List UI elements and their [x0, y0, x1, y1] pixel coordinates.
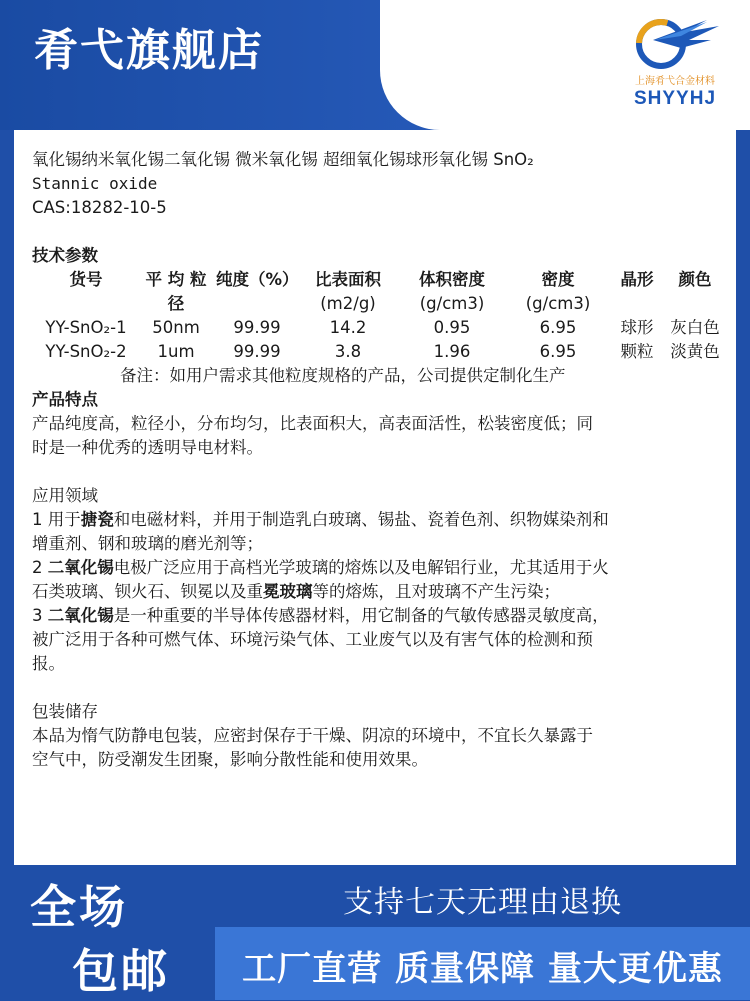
application-item-3-cont: 被广泛用于各种可燃气体、环境污染气体、工业废气以及有害气体的检测和预: [32, 630, 593, 649]
storage-heading: 包装储存: [32, 702, 98, 721]
features-heading: 产品特点: [32, 390, 98, 409]
product-cas: CAS:18282-10-5: [32, 198, 167, 217]
application-item-2-cont: 石类玻璃、钡火石、钡冕以及重冕玻璃等的熔炼，且对玻璃不产生污染；: [32, 582, 560, 601]
specs-col-header: 比表面积: [315, 270, 381, 289]
specs-col-subheader: [216, 292, 298, 316]
specs-col-subheader: (m2/g): [320, 294, 376, 313]
specs-table: [36, 268, 726, 364]
features-line: 产品纯度高，粒径小，分布均匀，比表面积大，高表面活性，松装密度低；同: [32, 414, 593, 433]
table-cell: 颗粒: [620, 342, 654, 361]
table-cell: 14.2: [329, 318, 367, 337]
logo-chinese-text: 上海肴弋合金材料: [635, 76, 715, 87]
table-cell: 99.99: [233, 342, 281, 361]
application-item-1: 1 用于搪瓷和电磁材料，并用于制造乳白玻璃、锡盐、瓷着色剂、织物媒染剂和: [32, 510, 609, 529]
product-title: 氧化锡纳米氧化锡二氧化锡 微米氧化锡 超细氧化锡球形氧化锡 SnO₂: [32, 150, 534, 169]
free-shipping-line2: 包邮: [72, 944, 170, 998]
product-english-name: Stannic oxide: [32, 174, 158, 193]
specs-col-header: 纯度（%）: [216, 270, 299, 289]
table-cell: 1um: [157, 342, 195, 361]
factory-slogan-text: 工厂直营 质量保障 量大更优惠: [242, 949, 723, 989]
table-cell: 99.99: [233, 318, 281, 337]
application-item-3: 3 二氧化锡是一种重要的半导体传感器材料，用它制备的气敏传感器灵敏度高，: [32, 606, 609, 625]
specs-header-row-2: [36, 292, 726, 316]
brand-logo: [615, 10, 735, 120]
table-cell: 50nm: [152, 318, 200, 337]
table-cell: 淡黄色: [670, 342, 720, 361]
table-cell: 球形: [620, 318, 654, 337]
application-item-1-cont: 增重剂、钢和玻璃的磨光剂等；: [32, 534, 263, 553]
specs-col-subheader: [610, 292, 664, 316]
specs-heading: 技术参数: [32, 246, 98, 265]
free-shipping-line1: 全场: [30, 880, 128, 934]
specs-col-header: 货号: [69, 270, 103, 289]
specs-col-header: 平 均 粒: [145, 270, 207, 289]
table-cell: 6.95: [539, 342, 577, 361]
logo-english-text: SHYYHJ: [633, 88, 717, 109]
specs-col-header: 密度: [541, 270, 575, 289]
table-cell: 6.95: [539, 318, 577, 337]
specs-col-subheader: (g/cm3): [525, 294, 591, 313]
table-cell: 0.95: [433, 318, 471, 337]
wing-logo-icon: [615, 10, 735, 72]
specs-col-subheader: (g/cm3): [419, 294, 485, 313]
specs-col-header: 晶形: [620, 270, 654, 289]
specs-col-header: 颜色: [678, 270, 712, 289]
table-cell: 3.8: [334, 342, 362, 361]
table-cell: 灰白色: [670, 318, 720, 337]
specs-header-row: [36, 268, 726, 292]
storage-line: 空气中，防受潮发生团聚，影响分散性能和使用效果。: [32, 750, 428, 769]
factory-slogan-banner: [215, 927, 750, 1000]
shop-name: 肴弋旗舰店: [34, 25, 264, 76]
table-cell: YY-SnO₂-1: [45, 318, 127, 337]
table-row: [36, 316, 726, 340]
features-line: 时是一种优秀的透明导电材料。: [32, 438, 263, 457]
specs-note: 备注：如用户需求其他粒度规格的产品，公司提供定制化生产: [120, 366, 566, 385]
table-row: [36, 340, 726, 364]
storage-line: 本品为惰气防静电包装，应密封保存于干燥、阴凉的环境中，不宜长久暴露于: [32, 726, 593, 745]
product-info-card: [14, 130, 736, 865]
specs-col-subheader: [664, 292, 726, 316]
return-policy-text: 支持七天无理由退换: [343, 885, 622, 920]
specs-col-header: 体积密度: [419, 270, 485, 289]
application-item-3-cont: 报。: [32, 654, 65, 673]
specs-col-subheader: 径: [167, 294, 185, 313]
applications-heading: 应用领域: [32, 486, 98, 505]
free-shipping-badge: [0, 865, 215, 1000]
table-cell: YY-SnO₂-2: [45, 342, 127, 361]
table-cell: 1.96: [433, 342, 471, 361]
return-policy-banner: [215, 865, 750, 927]
application-item-2: 2 二氧化锡电极广泛应用于高档光学玻璃的熔炼以及电解铝行业，尤其适用于火: [32, 558, 609, 577]
specs-col-subheader: [36, 292, 136, 316]
